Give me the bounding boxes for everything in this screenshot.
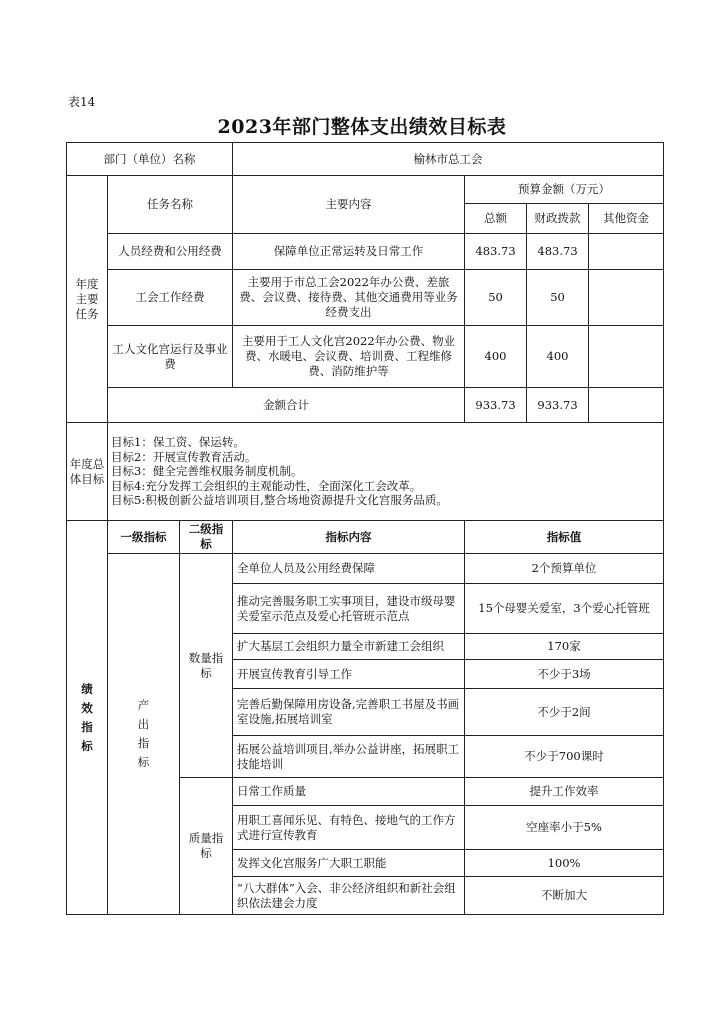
task-total: 400 <box>465 326 527 388</box>
sum-other <box>589 388 664 423</box>
indicator-content: 全单位人员及公用经费保障 <box>233 554 465 584</box>
goals-content <box>108 423 664 521</box>
indicator-content: “八大群体”入会、非公经济组织和新社会组织依法建会力度 <box>233 877 465 915</box>
task-total: 50 <box>465 270 527 326</box>
task-row <box>67 234 664 270</box>
col-total: 总额 <box>465 204 527 234</box>
goal-line: 目标2：开展宣传教育活动。 <box>111 449 257 464</box>
dept-value: 榆林市总工会 <box>233 143 664 176</box>
col-other: 其他资金 <box>589 204 664 234</box>
perf-label <box>67 521 108 915</box>
tasks-section-text: 年度主要任务 <box>75 276 99 321</box>
tasks-section-label <box>67 176 108 423</box>
task-name: 人员经费和公用经费 <box>108 234 233 270</box>
indicator-content: 用职工喜闻乐见、有特色、接地气的工作方式进行宣传教育 <box>233 806 465 850</box>
indicator-value: 170家 <box>465 634 664 660</box>
goals-label <box>67 423 108 521</box>
indicator-value: 不断加大 <box>465 877 664 915</box>
task-fiscal: 400 <box>527 326 589 388</box>
col-fiscal: 财政拨款 <box>527 204 589 234</box>
l1-output <box>108 554 180 915</box>
indicator-content: 拓展公益培训项目,举办公益讲座，拓展职工技能培训 <box>233 736 465 778</box>
task-fiscal: 50 <box>527 270 589 326</box>
task-fiscal: 483.73 <box>527 234 589 270</box>
indicator-value: 不少于2间 <box>465 689 664 736</box>
sum-total: 933.73 <box>465 388 527 423</box>
indicator-content: 扩大基层工会组织力量全市新建工会组织 <box>233 634 465 660</box>
task-content: 主要用于市总工会2022年办公费、差旅费、会议费、接待费、其他交通费用等业务经费支出 <box>233 270 465 326</box>
task-name: 工人文化宫运行及事业费 <box>108 326 233 388</box>
col-l2: 二级指标 <box>180 521 233 554</box>
indicator-value: 提升工作效率 <box>465 778 664 806</box>
goal-line: 目标3：健全完善维权服务制度机制。 <box>111 464 303 479</box>
indicator-value: 不少于3场 <box>465 660 664 689</box>
perf-label-text: 绩效指标 <box>81 681 93 753</box>
col-budget: 预算金额（万元） <box>465 176 664 204</box>
indicator-value: 不少于700课时 <box>465 736 664 778</box>
indicator-value: 15个母婴关爱室，3个爱心托管班 <box>465 584 664 634</box>
task-total: 483.73 <box>465 234 527 270</box>
task-content: 保障单位正常运转及日常工作 <box>233 234 465 270</box>
task-content: 主要用于工人文化宫2022年办公费、物业费、水暖电、会议费、培训费、工程维修费、消防维护等 <box>233 326 465 388</box>
sum-row <box>67 388 664 423</box>
col-indicator-value: 指标值 <box>465 521 664 554</box>
table-number: 表14 <box>68 95 96 109</box>
goal-line: 目标4:充分发挥工会组织的主观能动性，全面深化工会改革。 <box>111 478 422 493</box>
performance-goal-table <box>66 142 664 915</box>
l1-output-text: 产出指标 <box>137 698 150 769</box>
document-title: 2023年部门整体支出绩效目标表 <box>217 116 507 138</box>
indicator-content: 推动完善服务职工实事项目，建设市级母婴关爱室示范点及爱心托管班示范点 <box>233 584 465 634</box>
l2-quality: 质量指标 <box>180 778 233 915</box>
col-task-content: 主要内容 <box>233 176 465 234</box>
indicator-content: 发挥文化宫服务广大职工职能 <box>233 850 465 877</box>
task-row <box>67 326 664 388</box>
task-other <box>589 326 664 388</box>
indicator-value: 100% <box>465 850 664 877</box>
indicator-value: 空座率小于5% <box>465 806 664 850</box>
sum-fiscal: 933.73 <box>527 388 589 423</box>
indicator-content: 日常工作质量 <box>233 778 465 806</box>
col-l1: 一级指标 <box>108 521 180 554</box>
col-task-name: 任务名称 <box>108 176 233 234</box>
goals-label-text: 年度总体目标 <box>69 456 105 486</box>
goal-line: 目标1：保工资、保运转。 <box>111 435 245 450</box>
indicator-value: 2个预算单位 <box>465 554 664 584</box>
indicator-row <box>67 554 664 584</box>
dept-label: 部门（单位）名称 <box>67 143 233 176</box>
task-name: 工会工作经费 <box>108 270 233 326</box>
indicator-content: 开展宣传教育引导工作 <box>233 660 465 689</box>
col-indicator-content: 指标内容 <box>233 521 465 554</box>
task-other <box>589 270 664 326</box>
sum-label: 金额合计 <box>108 388 465 423</box>
indicator-content: 完善后勤保障用房设备,完善职工书屋及书画室设施,拓展培训室 <box>233 689 465 736</box>
goal-line: 目标5:积极创新公益培训项目,整合场地资源提升文化宫服务品质。 <box>111 493 448 508</box>
task-other <box>589 234 664 270</box>
task-row <box>67 270 664 326</box>
l2-quantity: 数量指标 <box>180 554 233 778</box>
